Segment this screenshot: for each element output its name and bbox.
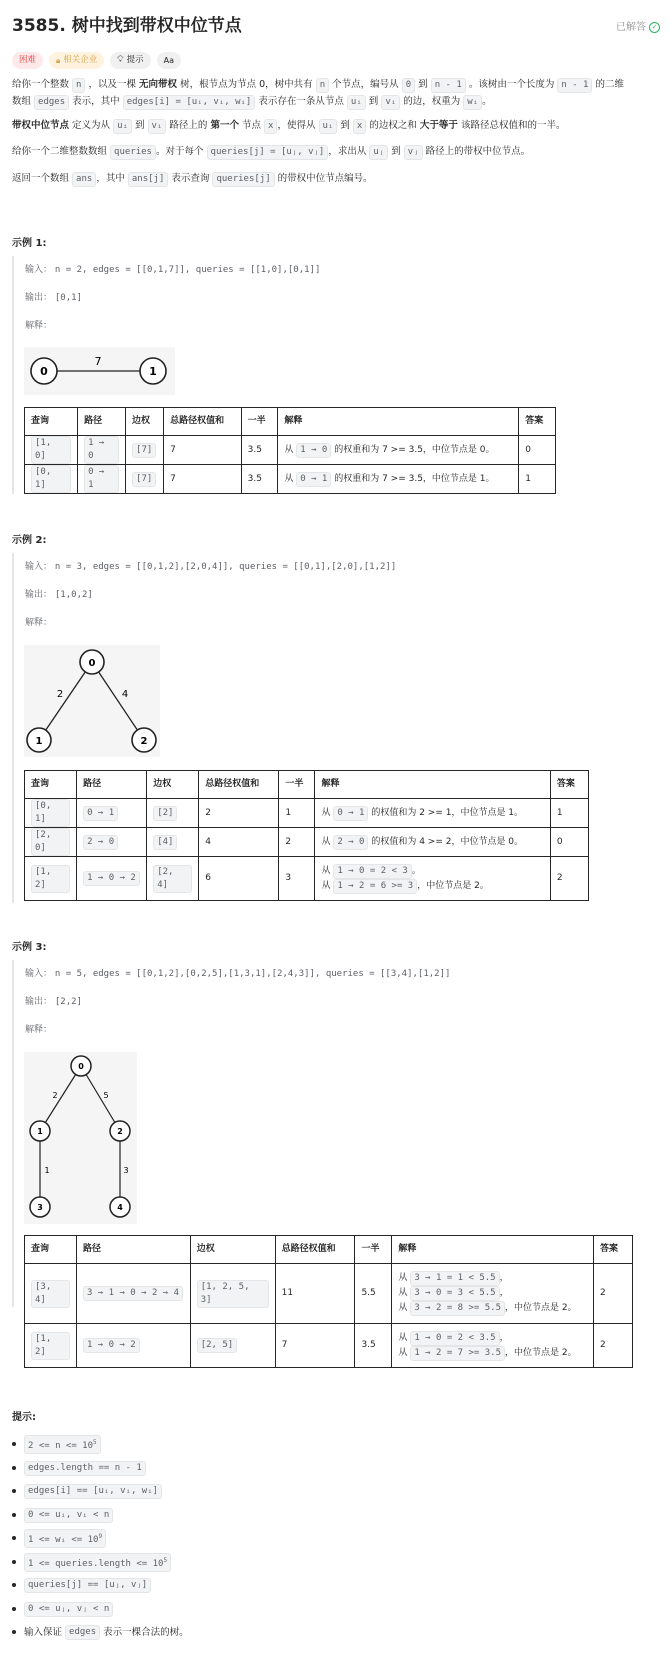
example-1-input: 输入： n = 2, edges = [[0,1,7]], queries = [[1,0],[0,1]] — [25, 265, 321, 275]
table-row: [2, 0] 2 → 0 [4] 4 2 从 2 → 0 的权值和为 4 >= 2，中位节点是 0。 0 — [25, 828, 589, 857]
lock-icon: 🔒︎ — [56, 56, 61, 65]
example-1-explain-label: 解释： — [25, 321, 53, 331]
edge-weight-label: 4 — [121, 689, 129, 700]
list-item: queries[j] == [uⱼ, vⱼ] — [12, 1574, 189, 1598]
edge-weight-label: 1 — [44, 1166, 50, 1175]
difficulty-badge[interactable]: 困难 — [12, 52, 43, 69]
col-header: 路径 — [76, 1236, 190, 1264]
col-header: 解释 — [392, 1236, 594, 1264]
lightbulb-icon: 💡︎ — [117, 55, 124, 65]
example-3-table — [24, 1235, 633, 1368]
node-label: 3 — [37, 1203, 43, 1212]
list-item: $2 <= n <= 10^5$ — [12, 1433, 189, 1457]
hint-tag-label: 提示 — [126, 55, 144, 65]
col-header: 一半 — [241, 408, 278, 436]
list-item: edges.length == n - 1 — [12, 1457, 189, 1481]
description-paragraph-2: 带权中位节点 定义为从 uᵢ 到 vᵢ 路径上的 第一个 节点 x ，使得从 uᵢ 到 x 的边权之和 大于等于 该路径总权值和的一半。 — [12, 117, 644, 134]
example-3-heading: 示例 3: — [12, 942, 47, 953]
example-1-tree-graph — [24, 347, 175, 395]
col-header: 边权 — [147, 771, 199, 799]
node-label: 1 — [37, 1127, 43, 1136]
table-row: [1, 2] 1 → 0 → 2 [2, 5] 7 3.5 从 1 → 0 = 2 < 3.5 ， 从 1 → 2 = 7 >= 3.5 ，中位节点是 2。 2 — [25, 1324, 633, 1368]
col-header: 解释 — [278, 408, 519, 436]
page-title: 3585. 树中找到带权中位节点 — [12, 16, 242, 36]
edge-weight-label: 7 — [94, 355, 102, 368]
solved-label: 已解答 — [616, 22, 646, 33]
col-header: 一半 — [355, 1236, 392, 1264]
example-2-heading: 示例 2: — [12, 535, 47, 546]
col-header: 查询 — [25, 771, 77, 799]
example-2-output: 输出： [1,0,2] — [25, 590, 93, 600]
col-header: 答案 — [550, 771, 588, 799]
problem-header — [12, 14, 660, 40]
example-1-table — [24, 407, 556, 494]
hint-tag-button[interactable] — [110, 52, 150, 69]
hints-list — [12, 1433, 189, 1645]
table-row: [0, 1] 0 → 1 [2] 2 1 从 0 → 1 的权值和为 2 >= 1，中位节点是 1。 1 — [25, 799, 589, 828]
node-label: 2 — [117, 1127, 123, 1136]
node-label: 0 — [78, 1062, 84, 1071]
col-header: 解释 — [315, 771, 550, 799]
table-row: [3, 4] 3 → 1 → 0 → 2 → 4 [1, 2, 5, 3] 11 5.5 从 3 → 1 = 1 < 5.5 ， 从 3 → 0 = 3 < 5.5 ， 从 3 → 2 = 8 >= 5.5 ，中位节点是 2。 2 — [25, 1264, 633, 1324]
example-1-output: 输出： [0,1] — [25, 293, 82, 303]
col-header: 边权 — [126, 408, 164, 436]
company-tag-label: 相关企业 — [63, 55, 98, 65]
check-circle-icon: ✓ — [649, 22, 660, 33]
node-label: 2 — [140, 736, 148, 747]
col-header: 总路径权值和 — [199, 771, 279, 799]
node-label: 0 — [88, 658, 96, 669]
company-tag-button[interactable] — [49, 52, 104, 69]
edge-weight-label: 5 — [103, 1091, 109, 1100]
description-paragraph-1: 给你一个整数 n ，以及一棵 无向带权 树，根节点为节点 0，树中共有 n 个节点，编号从 0 到 n - 1 。该树由一个长度为 n - 1 的二维 数组 edges 表示，其中 edges[i] = [uᵢ, vᵢ, wᵢ] 表示存在一条从节点 uᵢ 到 vᵢ 的边，权重为 wᵢ 。 — [12, 76, 644, 110]
example-3-explain-label: 解释： — [25, 1025, 53, 1035]
list-item: 1 <= queries.length <= $10^5$ — [12, 1551, 189, 1575]
hints-heading: 提示: — [12, 1412, 36, 1423]
list-item: 输入保证 edges 表示一棵合法的树。 — [12, 1621, 189, 1645]
col-header: 总路径权值和 — [275, 1236, 355, 1264]
list-item: 1 <= wᵢ <= $10^9$ — [12, 1527, 189, 1551]
table-row: [1, 0] 1 → 0 [7] 7 3.5 从 1 → 0 的权重和为 7 >= 3.5，中位节点是 0。 0 — [25, 436, 556, 465]
font-size-button[interactable] — [157, 52, 181, 69]
edge-weight-label: 3 — [123, 1166, 129, 1175]
description-paragraph-4: 返回一个数组 ans ，其中 ans[j] 表示查询 queries[j] 的带权中位节点编号。 — [12, 170, 644, 187]
list-item: 0 <= uⱼ, vⱼ < n — [12, 1598, 189, 1622]
edge-weight-label: 2 — [56, 689, 64, 700]
col-header: 查询 — [25, 408, 78, 436]
col-header: 一半 — [279, 771, 315, 799]
example-3-input: 输入： n = 5, edges = [[0,1,2],[0,2,5],[1,3,1],[2,4,3]], queries = [[3,4],[1,2]] — [25, 969, 451, 979]
description-paragraph-3: 给你一个二维整数数组 queries 。对于每个 queries[j] = [uⱼ, vⱼ] ，求出从 uⱼ 到 vⱼ 路径上的带权中位节点。 — [12, 143, 644, 160]
col-header: 总路径权值和 — [164, 408, 242, 436]
node-label: 1 — [149, 365, 157, 378]
example-3-tree-graph — [24, 1052, 137, 1224]
example-2-table — [24, 770, 589, 901]
col-header: 路径 — [78, 408, 126, 436]
list-item: edges[i] == [uᵢ, vᵢ, wᵢ] — [12, 1480, 189, 1504]
node-label: 4 — [117, 1203, 123, 1212]
example-1-heading: 示例 1: — [12, 238, 47, 249]
font-icon: Aa — [163, 56, 174, 65]
list-item: 0 <= uᵢ, vᵢ < n — [12, 1504, 189, 1528]
col-header: 答案 — [519, 408, 556, 436]
edge-0-2 — [92, 662, 144, 740]
edge-0-1 — [39, 662, 92, 740]
col-header: 边权 — [190, 1236, 275, 1264]
example-3-output: 输出： [2,2] — [25, 997, 82, 1007]
table-row: [1, 2] 1 → 0 → 2 [2, 4] 6 3 从 1 → 0 = 2 < 3 。 从 1 → 2 = 6 >= 3 ，中位节点是 2。 2 — [25, 857, 589, 901]
col-header: 路径 — [77, 771, 147, 799]
tag-bar — [12, 52, 181, 69]
example-2-tree-graph — [24, 645, 160, 757]
example-2-input: 输入： n = 3, edges = [[0,1,2],[2,0,4]], queries = [[0,1],[2,0],[1,2]] — [25, 562, 397, 572]
table-row: [0, 1] 0 → 1 [7] 7 3.5 从 0 → 1 的权重和为 7 >= 3.5，中位节点是 1。 1 — [25, 465, 556, 494]
edge-weight-label: 2 — [52, 1091, 58, 1100]
solved-status — [616, 20, 660, 35]
col-header: 查询 — [25, 1236, 77, 1264]
example-2-explain-label: 解释： — [25, 618, 53, 628]
node-label: 0 — [40, 365, 48, 378]
col-header: 答案 — [594, 1236, 633, 1264]
node-label: 1 — [35, 736, 43, 747]
